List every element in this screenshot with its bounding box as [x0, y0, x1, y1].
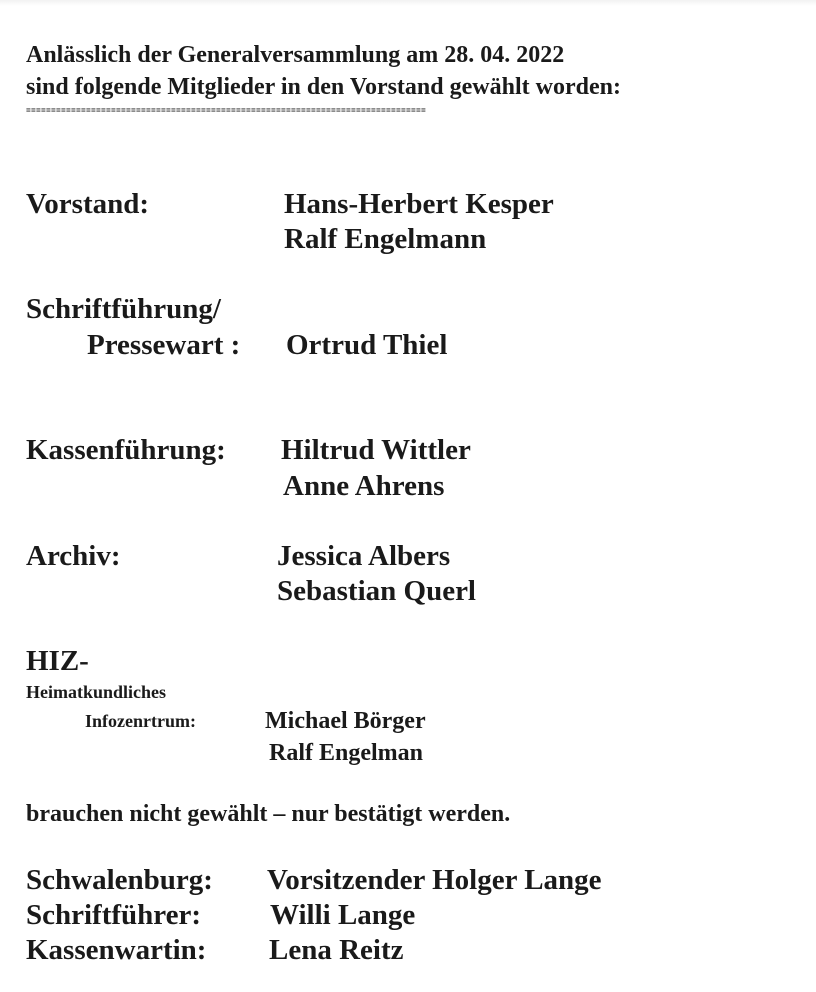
schwalenburg-label: Schwalenburg:: [26, 864, 213, 896]
intro-line-2: sind folgende Mitglieder in den Vorstand gewählt worden:: [26, 74, 621, 100]
archiv-name-2: Sebastian Querl: [277, 575, 476, 607]
kassenfuehrung-name-1: Hiltrud Wittler: [281, 434, 471, 466]
kassenwartin-label: Kassenwartin:: [26, 934, 207, 966]
schriftfuehrer-label: Schriftführer:: [26, 899, 202, 931]
archiv-label: Archiv:: [26, 540, 121, 572]
confirmation-note: brauchen nicht gewählt – nur bestätigt werden.: [26, 801, 511, 827]
hiz-label: HIZ-: [26, 645, 89, 677]
intro-line-1: Anlässlich der Generalversammlung am 28. 04. 2022: [26, 42, 565, 68]
separator-line: ================================================================================: [26, 107, 427, 116]
scan-edge: [0, 0, 816, 6]
vorstand-name-2: Ralf Engelmann: [284, 223, 487, 255]
hiz-infozentrum-label: Infozenrtrum:: [85, 711, 196, 731]
hiz-subtitle: Heimatkundliches: [26, 682, 167, 702]
hiz-name-1: Michael Börger: [265, 708, 426, 734]
schriftfuehrung-name-1: Ortrud Thiel: [286, 329, 448, 361]
archiv-name-1: Jessica Albers: [277, 540, 451, 572]
vorstand-name-1: Hans-Herbert Kesper: [284, 188, 554, 220]
schriftfuehrung-label: Schriftführung/: [26, 293, 221, 325]
vorstand-label: Vorstand:: [26, 188, 150, 220]
kassenfuehrung-name-2: Anne Ahrens: [283, 470, 445, 502]
schriftfuehrer-value: Willi Lange: [270, 899, 416, 931]
kassenwartin-value: Lena Reitz: [269, 934, 404, 966]
kassenfuehrung-label: Kassenführung:: [26, 434, 226, 466]
schwalenburg-value: Vorsitzender Holger Lange: [267, 864, 602, 896]
pressewart-label: Pressewart :: [87, 329, 241, 361]
hiz-name-2: Ralf Engelman: [269, 740, 424, 766]
